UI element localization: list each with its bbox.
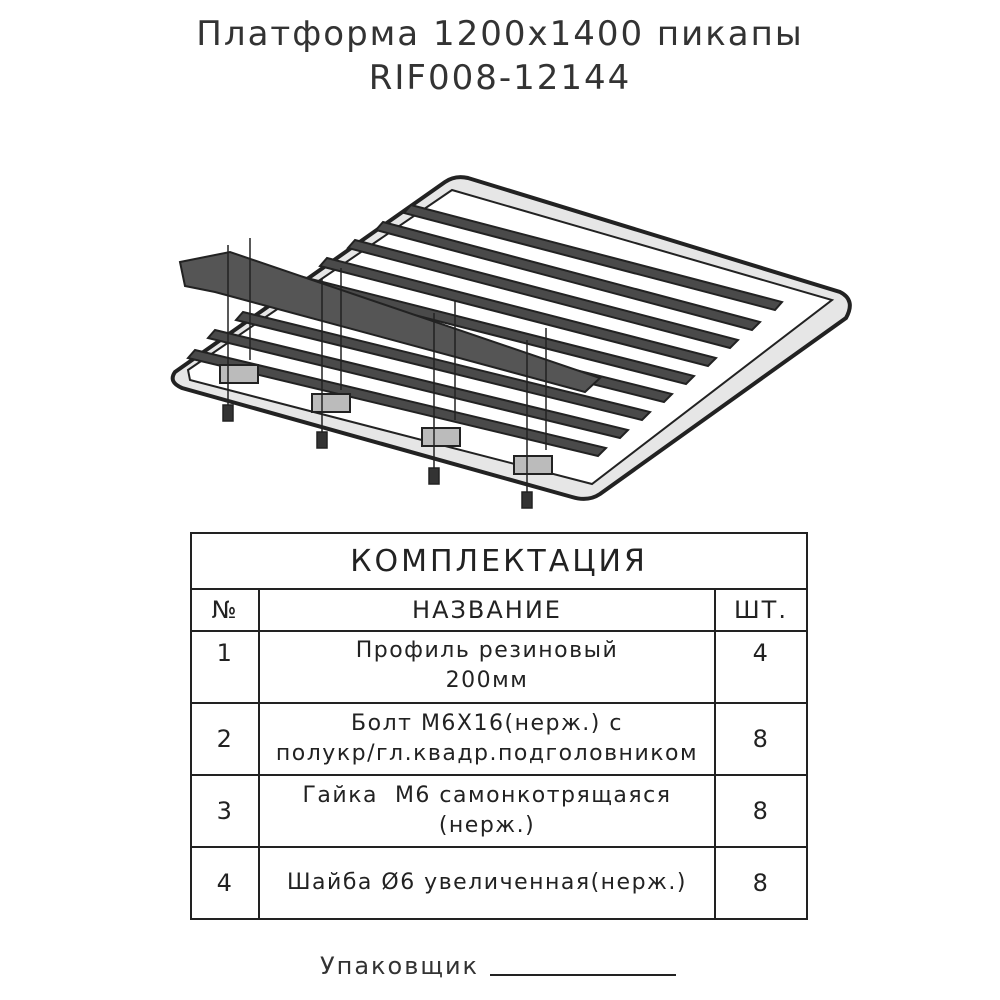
row-name (259, 847, 715, 919)
row-number: 4 (191, 847, 259, 919)
table-row (191, 775, 807, 847)
table-row (191, 847, 807, 919)
row-name (259, 703, 715, 775)
column-header-num: № (191, 589, 259, 631)
table-row (191, 631, 807, 703)
row-name (259, 775, 715, 847)
row-name-line1: Болт М6Х16(нерж.) с (351, 711, 623, 736)
row-name-line1: Профиль резиновый (355, 638, 619, 663)
column-header-qty: ШТ. (715, 589, 807, 631)
drawing-title: Платформа 1200х1400 пикапы (196, 14, 804, 54)
row-name (259, 631, 715, 703)
row-name-line2: (нерж.) (438, 813, 536, 838)
row-name-line1: Гайка М6 самонкотрящаяся (302, 783, 672, 808)
roof-platform-drawing (0, 150, 1000, 530)
row-qty: 4 (715, 631, 807, 703)
table-row (191, 703, 807, 775)
row-name-line2: 200мм (445, 668, 529, 693)
signature-line (490, 974, 676, 976)
row-name-line2: полукр/гл.квадр.подголовником (275, 741, 699, 766)
column-header-name: НАЗВАНИЕ (259, 589, 715, 631)
kit-table (190, 532, 808, 920)
row-number: 3 (191, 775, 259, 847)
part-number: RIF008-12144 (368, 58, 632, 98)
row-name-line1: Шайба Ø6 увеличенная(нерж.) (287, 870, 687, 895)
kit-table-heading: КОМПЛЕКТАЦИЯ (191, 533, 807, 589)
row-qty: 8 (715, 847, 807, 919)
row-number: 2 (191, 703, 259, 775)
row-number: 1 (191, 631, 259, 703)
packer-label: Упаковщик (320, 952, 480, 980)
row-qty: 8 (715, 703, 807, 775)
row-qty: 8 (715, 775, 807, 847)
